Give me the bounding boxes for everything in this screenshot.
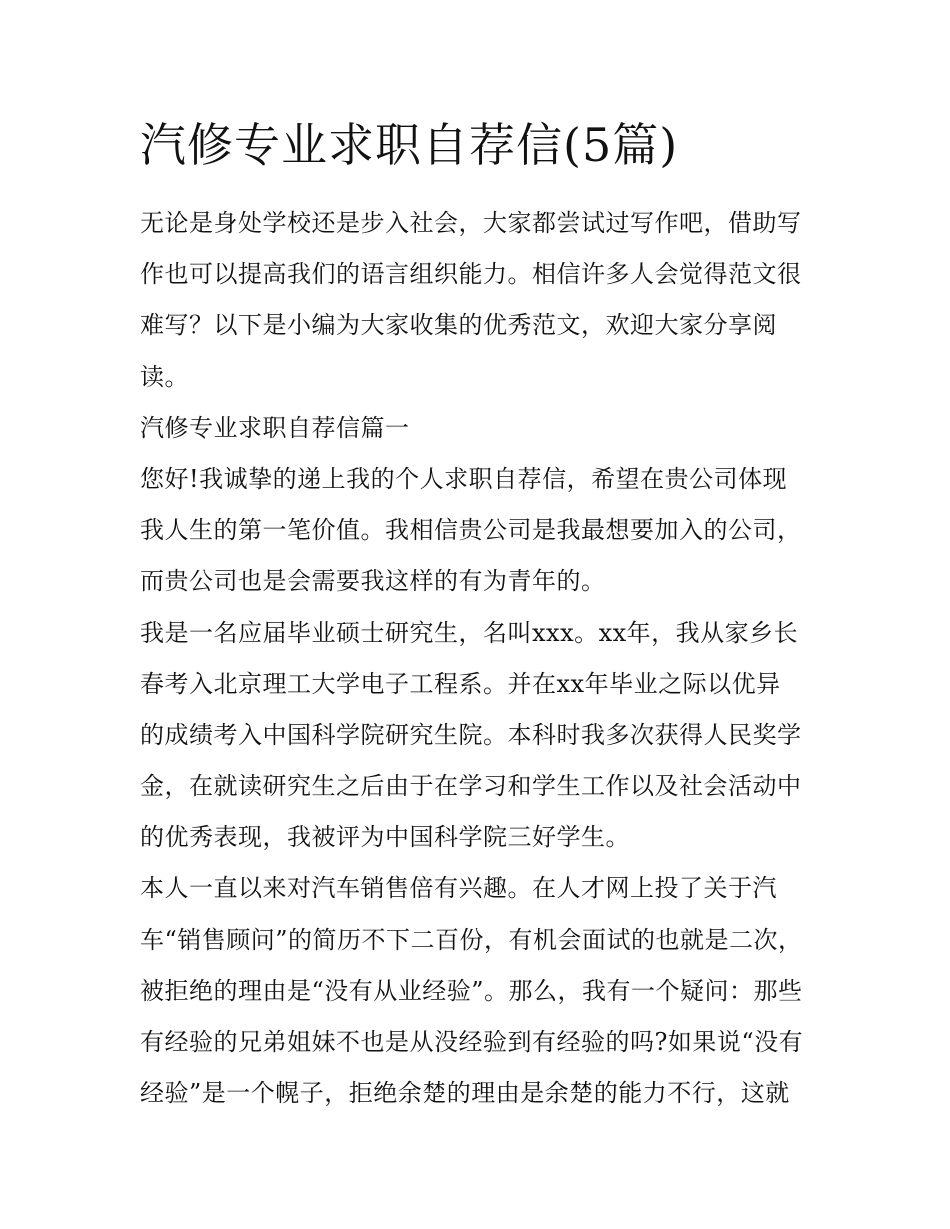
document-body [140,198,812,1119]
body-line: 读。 [140,362,189,391]
document-title: 汽修专业求职自荐信(5篇) [140,118,679,172]
body-line: 作也可以提高我们的语言组织能力。相信许多人会觉得范文很 [140,260,802,289]
body-line: 被拒绝的理由是“没有从业经验”。那么，我有一个疑问：那些 [140,976,803,1005]
body-line: 的优秀表现，我被评为中国科学院三好学生。 [140,823,630,852]
body-line: 金，在就读研究生之后由于在学习和学生工作以及社会活动中 [140,772,802,801]
body-line: 车“销售顾问”的简历不下二百份，有机会面试的也就是二次， [140,925,803,954]
body-line: 经验”是一个幌子，拒绝余楚的理由是余楚的能力不行，这就 [140,1079,790,1108]
section-heading: 汽修专业求职自荐信篇一 [140,413,410,442]
body-line: 难写？以下是小编为大家收集的优秀范文，欢迎大家分享阅 [140,311,777,340]
body-line: 您好!我诚挚的递上我的个人求职自荐信，希望在贵公司体现 [140,464,788,493]
body-line: 春考入北京理工大学电子工程系。并在xx年毕业之际以优异 [140,669,781,698]
body-line: 无论是身处学校还是步入社会，大家都尝试过写作吧，借助写 [140,209,802,237]
body-line: 本人一直以来对汽车销售倍有兴趣。在人才网上投了关于汽 [140,874,777,903]
body-line: 我人生的第一笔价值。我相信贵公司是我最想要加入的公司， [140,516,802,545]
body-line: 我是一名应届毕业硕士研究生，名叫xxx。xx年，我从家乡长 [140,618,799,647]
body-line: 而贵公司也是会需要我这样的有为青年的。 [140,567,606,596]
body-line: 的成绩考入中国科学院研究生院。本科时我多次获得人民奖学 [140,720,802,749]
body-line: 有经验的兄弟姐妹不也是从没经验到有经验的吗?如果说“没有 [140,1028,804,1056]
